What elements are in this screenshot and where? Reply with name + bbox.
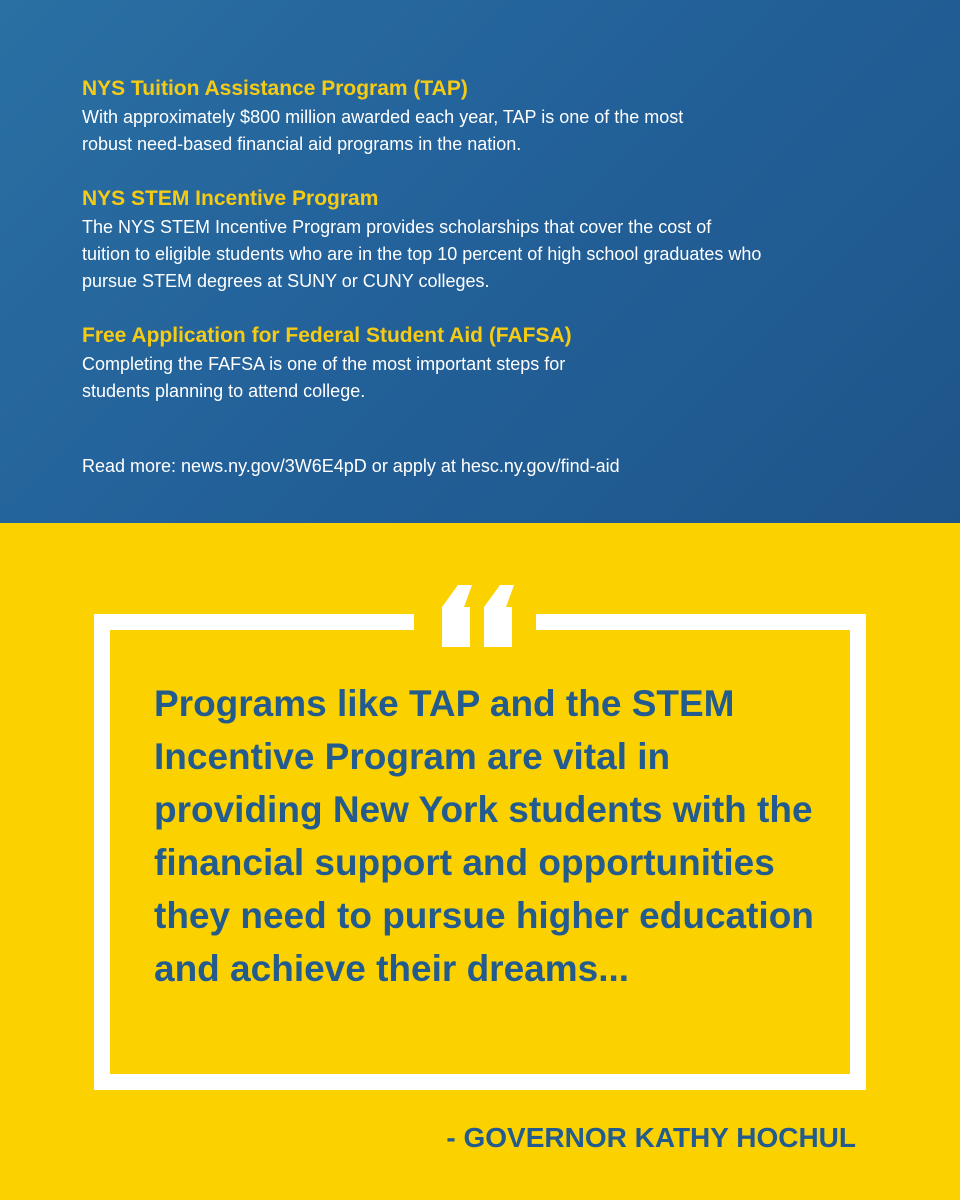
quote-text: Programs like TAP and the STEM Incentive Program are vital in providing New York students with the financial support and opportunities they need to pursue higher education and achieve their dreams... (154, 683, 814, 989)
quote-attribution: - GOVERNOR KATHY HOCHUL (446, 1122, 856, 1153)
program-title: NYS Tuition Assistance Program (TAP) (82, 77, 468, 100)
program-title: Free Application for Federal Student Aid (FAFSA) (82, 324, 572, 347)
quote-frame-right (850, 614, 866, 1090)
program-description: With approximately $800 million awarded each year, TAP is one of the most robust need-based financial aid programs in the nation. (82, 107, 684, 154)
program-fafsa (82, 323, 622, 405)
quotation-mark-icon (438, 585, 522, 647)
info-panel (0, 0, 960, 523)
program-tap (82, 76, 702, 158)
quote-frame-left (94, 614, 110, 1090)
quote-frame-top-right (536, 614, 866, 630)
program-stem (82, 186, 762, 295)
read-more-links: Read more: news.ny.gov/3W6E4pD or apply at hesc.ny.gov/find-aid (82, 456, 620, 476)
program-description: Completing the FAFSA is one of the most important steps for students planning to attend college. (82, 354, 566, 401)
program-description: The NYS STEM Incentive Program provides scholarships that cover the cost of tuition to eligible students who are in the top 10 percent of high school graduates who pursue STEM degrees at SUNY or CUNY colleges. (82, 217, 762, 291)
program-title: NYS STEM Incentive Program (82, 187, 379, 210)
quote-frame-top-left (94, 614, 414, 630)
quote-frame-bottom (94, 1074, 866, 1090)
